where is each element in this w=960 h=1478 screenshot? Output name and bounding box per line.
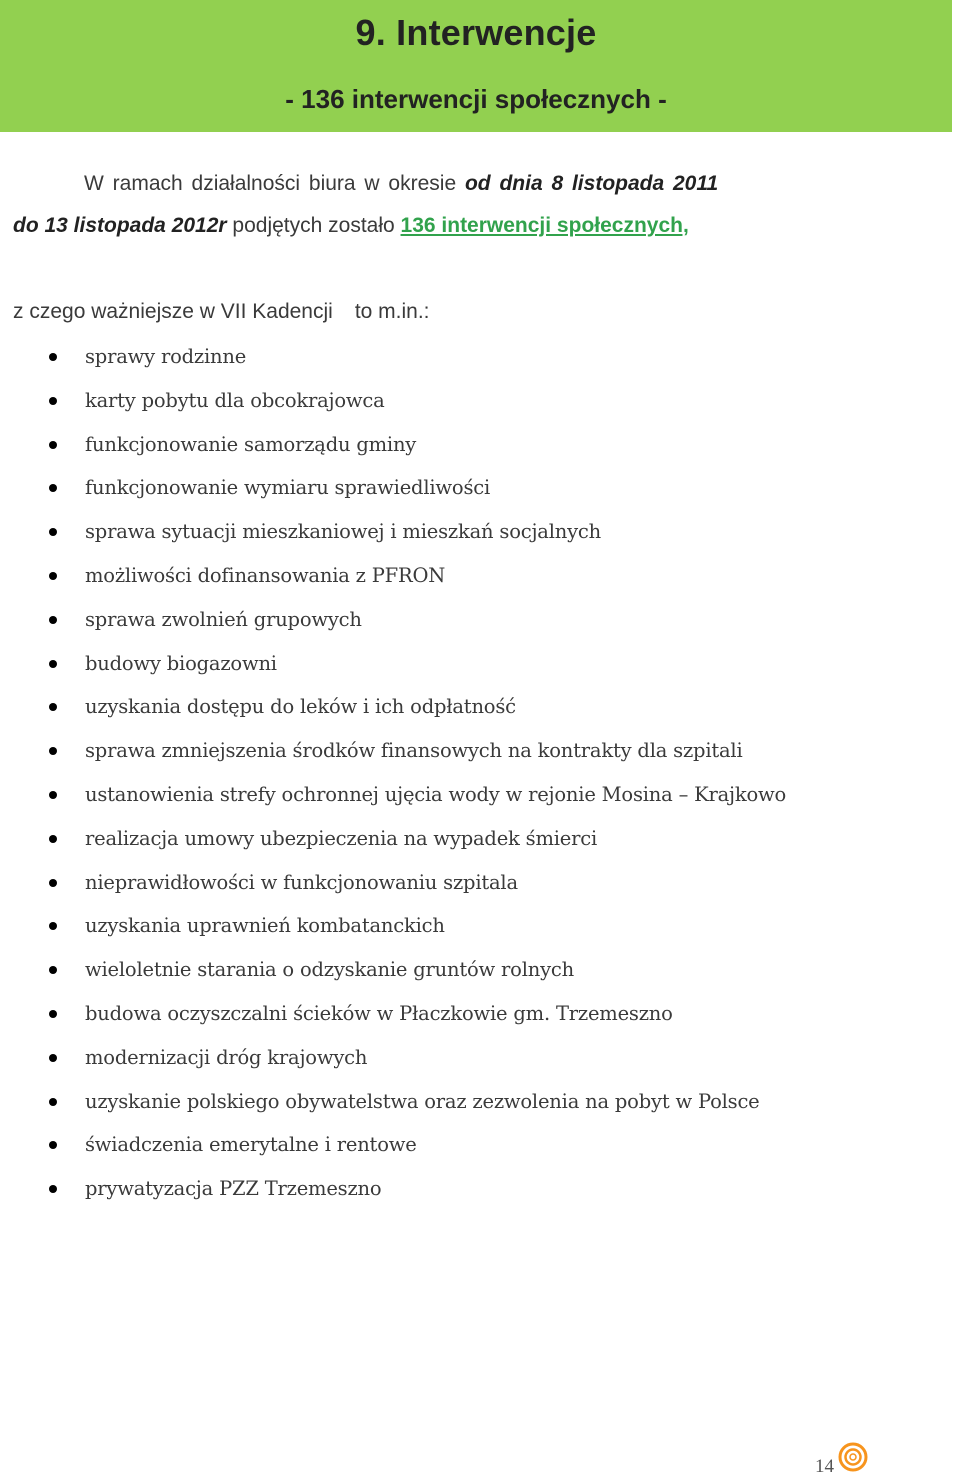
list-item-text: realizacja umowy ubezpieczenia na wypadek śmierci <box>85 826 598 850</box>
intro-date-to: do 13 listopada 2012r <box>13 214 227 237</box>
bullet-icon <box>49 835 57 843</box>
page-title: 9. Interwencje <box>355 12 597 53</box>
bullet-icon <box>49 703 57 711</box>
intro-text: W ramach działalności biura w okresie <box>84 172 465 195</box>
list-item-text: ustanowienia strefy ochronnej ujęcia wody w rejonie Mosina – Krajkowo <box>85 782 787 806</box>
list-item-text: uzyskania uprawnień kombatanckich <box>85 914 445 938</box>
list-item-text: sprawa sytuacji mieszkaniowej i mieszkań socjalnych <box>85 520 602 544</box>
bullet-icon <box>49 572 57 580</box>
list-item-text: sprawa zmniejszenia środków finansowych na kontrakty dla szpitali <box>85 739 743 763</box>
list-item-text: modernizacji dróg krajowych <box>85 1045 368 1069</box>
intro-line-2 <box>13 214 689 238</box>
bullet-icon <box>49 1054 57 1062</box>
intro-text: podjętych zostało <box>226 214 401 237</box>
bullet-icon <box>49 922 57 930</box>
concentric-circles-logo-icon <box>838 1442 868 1472</box>
bullet-icon <box>49 660 57 668</box>
intro-line-1 <box>84 172 718 196</box>
list-item-text: uzyskania dostępu do leków i ich odpłatność <box>85 695 516 719</box>
page-subtitle: - 136 interwencji społecznych - <box>285 84 667 114</box>
bullet-icon <box>49 441 57 449</box>
bullet-icon <box>49 1141 57 1149</box>
bullet-icon <box>49 879 57 887</box>
list-item-text: uzyskanie polskiego obywatelstwa oraz zezwolenia na pobyt w Polsce <box>85 1089 760 1113</box>
list-item-text: funkcjonowanie wymiaru sprawiedliwości <box>85 476 491 500</box>
list-item-text: karty pobytu dla obcokrajowca <box>85 388 385 412</box>
list-item-text: nieprawidłowości w funkcjonowaniu szpitala <box>85 870 518 894</box>
list-item-text: prywatyzacja PZZ Trzemeszno <box>85 1177 382 1201</box>
bullet-icon <box>49 966 57 974</box>
list-item-text: świadczenia emerytalne i rentowe <box>85 1133 417 1157</box>
list-item-text: budowy biogazowni <box>85 651 277 675</box>
bullet-icon <box>49 747 57 755</box>
list-item-text: sprawa zwolnień grupowych <box>85 607 362 631</box>
list-item-text: budowa oczyszczalni ścieków w Płaczkowie gm. Trzemeszno <box>85 1001 673 1025</box>
intro-line-3 <box>13 300 430 324</box>
bullet-icon <box>49 397 57 405</box>
header-banner <box>0 0 952 132</box>
bullet-icon <box>49 616 57 624</box>
list-item-text: wieloletnie starania o odzyskanie gruntów rolnych <box>85 958 575 982</box>
bullet-icon <box>49 528 57 536</box>
list-item-text: sprawy rodzinne <box>85 345 247 368</box>
bullet-icon <box>49 484 57 492</box>
list-item-text: możliwości dofinansowania z PFRON <box>85 563 446 587</box>
interventions-link[interactable]: 136 interwencji społecznych, <box>400 214 689 237</box>
intro-text: z czego ważniejsze w VII Kadencji <box>13 300 333 323</box>
bullet-icon <box>49 353 57 361</box>
bullet-icon <box>49 1098 57 1106</box>
list-item-text: funkcjonowanie samorządu gminy <box>85 432 417 456</box>
intro-text: to m.in.: <box>354 300 430 323</box>
bullet-icon <box>49 1010 57 1018</box>
bullet-icon <box>49 791 57 799</box>
intro-date-from: od dnia 8 listopada 2011 <box>464 172 719 195</box>
page-number: 14 <box>815 1456 834 1477</box>
bullet-icon <box>49 1185 57 1193</box>
